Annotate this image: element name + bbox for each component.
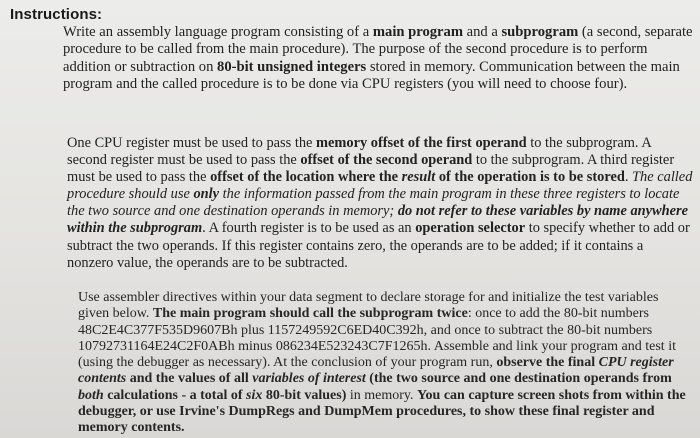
text-run: . A fourth register is to be used as an [202, 220, 416, 237]
bold-run: You can capture screen shots from within the debugger, or use Irvine's DumpRegs and DumpMem procedures, to show these final register and memory contents. [78, 387, 686, 436]
bold-italic-run: variables of interest [252, 371, 366, 387]
text-run: to specify whether to add or subtract the two operands. If this register contains zero, the operands are to be added; if it contains a nonzero value, the operands are to be subtracted. [67, 220, 690, 271]
text-run: to the subprogram. A third register must be used to pass the [67, 152, 675, 186]
bold-italic-run: result [401, 169, 436, 186]
bold-run: 80-bit unsigned integers [217, 58, 367, 75]
bold-italic-run: only [193, 186, 220, 203]
text-run: : once to add the 80-bit numbers 48C2E4C377F535D9607Bh plus 1157249592C6ED40C392h, and once to subtract the 80-bit numbers 10792731164E24C2F0ABh minus 086234E523243C7F1265h. Assemble and link your program and test it (using the debugger as necessary). At the conclusion of your program run, [78, 306, 676, 371]
text-run: . [624, 169, 633, 186]
bold-run: 80-bit values) [262, 387, 347, 403]
bold-run: offset of the second operand [300, 152, 473, 169]
text-run: in memory. [346, 387, 417, 403]
text-run: (a second, separate procedure to be called from the main procedure). The purpose of the second procedure is to perform addition or subtraction on [63, 24, 693, 75]
bold-run: operation selector [415, 220, 526, 237]
bold-italic-run: both [78, 387, 104, 403]
text-run: Use assembler directives within your data segment to declare storage for and initialize the test variables given below. [78, 290, 659, 322]
italic-run: the information passed from the main program in these three registers to locate the two source and one destination operands in memory; [67, 186, 680, 220]
bold-italic-run: CPU register contents [78, 355, 674, 387]
instructions-heading: Instructions: [10, 6, 103, 23]
text-run: to the subprogram. A second register must be used to pass the [67, 135, 651, 169]
bold-run: all [233, 371, 253, 387]
bold-run: and the values of [126, 371, 234, 387]
italic-run: The called procedure should use [67, 169, 693, 203]
bold-italic-run: six [246, 387, 263, 403]
text-run: One CPU register must be used to pass the [67, 135, 317, 151]
text-run: and a [463, 24, 502, 40]
text-run: Write an assembly language program consisting of a [63, 24, 373, 40]
paragraph-1 [63, 24, 695, 93]
bold-italic-run: do not refer to these variables by name anywhere within the subprogram [67, 203, 689, 237]
bold-run: main program [372, 24, 463, 40]
bold-run: subprogram [501, 24, 579, 40]
bold-run: of the operation is to be stored [435, 169, 625, 186]
paragraph-2 [67, 135, 693, 272]
bold-run: memory offset of the first operand [316, 135, 527, 151]
bold-run: observe the final [496, 355, 599, 371]
text-run: stored in memory. Communication between the main program and the called procedure is to be done via CPU registers (you will need to choose four). [63, 58, 680, 92]
bold-run: offset of the location where the [210, 169, 402, 186]
bold-run: calculations - a total of [103, 387, 247, 403]
bold-run: (the two source and one destination operands from [365, 371, 672, 387]
paragraph-3 [78, 290, 690, 437]
bold-run: The main program should call the subprogram twice [152, 306, 468, 322]
